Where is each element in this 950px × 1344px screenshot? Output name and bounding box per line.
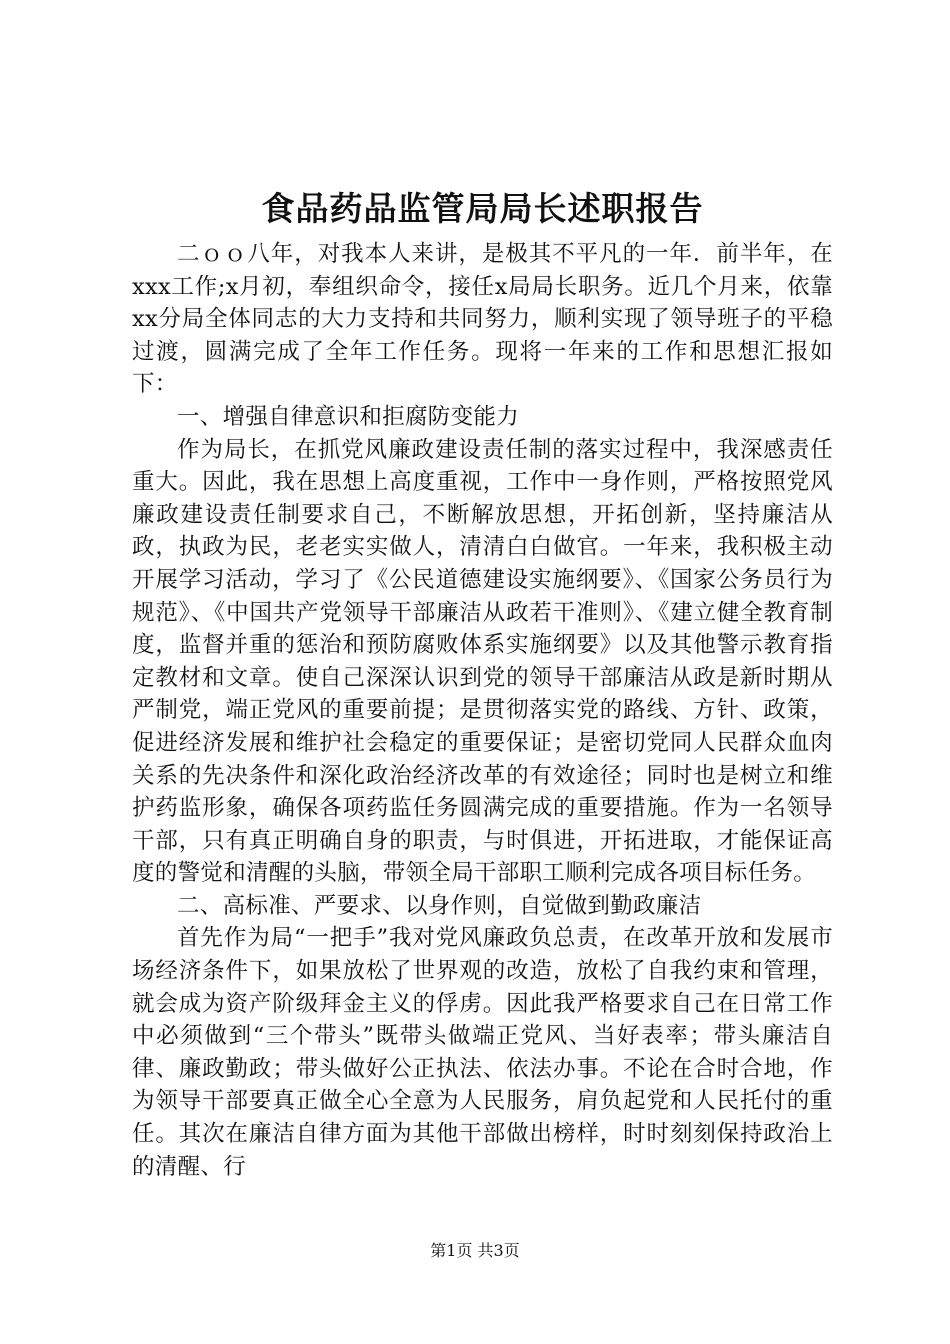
document-title: 食品药品监管局局长述职报告 [261, 189, 704, 228]
paragraph-section-1: 作为局长，在抓党风廉政建设责任制的落实过程中，我深感责任重大。因此，我在思想上高度重视，工作中一身作则，严格按照党风廉政建设责任制要求自己，不断解放思想，开拓创新，坚持廉洁从政，执政为民，老老实实做人，清清白白做官。一年来，我积极主动开展学习活动，学习了《公民道德建设实施纲要》、《国家公务员行为规范》、《中国共产党领导干部廉洁从政若干准则》、《建立健全教育制度，监督并重的惩治和预防腐败体系实施纲要》以及其他警示教育指定教材和文章。使自己深深认识到党的领导干部廉洁从政是新时期从严制党，端正党风的重要前提；是贯彻落实党的路线、方针、政策，促进经济发展和维护社会稳定的重要保证；是密切党同人民群众血肉关系的先决条件和深化政治经济改革的有效途径；同时也是树立和维护药监形象，确保各项药监任务圆满完成的重要措施。作为一名领导干部，只有真正明确自身的职责，与时俱进，开拓进取，才能保证高度的警觉和清醒的头脑，带领全局干部职工顺利完成各项目标任务。 [132, 436, 833, 887]
section-heading-1: 一、增强自律意识和拒腐防变能力 [177, 403, 520, 430]
document-body [132, 238, 833, 1183]
page-footer: 第1页 共3页 [430, 1241, 520, 1260]
paragraph-section-2: 首先作为局“一把手”我对党风廉政负总责，在改革开放和发展市场经济条件下，如果放松了世界观的改造，放松了自我约束和管理，就会成为资产阶级拜金主义的俘虏。因此我严格要求自己在日常工作中必须做到“三个带头”既带头做端正党风、当好表率；带头廉洁自律、廉政勤政；带头做好公正执法、依法办事。不论在合时合地，作为领导干部要真正做全心全意为人民服务，肩负起党和人民托付的重任。其次在廉洁自律方面为其他干部做出榜样，时时刻刻保持政治上的清醒、行 [132, 925, 833, 1180]
section-heading-2: 二、高标准、严要求、以身作则，自觉做到勤政廉洁 [177, 892, 702, 919]
paragraph-intro: 二ｏｏ八年，对我本人来讲，是极其不平凡的一年．前半年，在xxx工作;x月初，奉组织命令，接任x局局长职务。近几个月来，依靠xx分局全体同志的大力支持和共同努力，顺利实现了领导班子的平稳过渡，圆满完成了全年工作任务。现将一年来的工作和思想汇报如下： [132, 241, 833, 398]
